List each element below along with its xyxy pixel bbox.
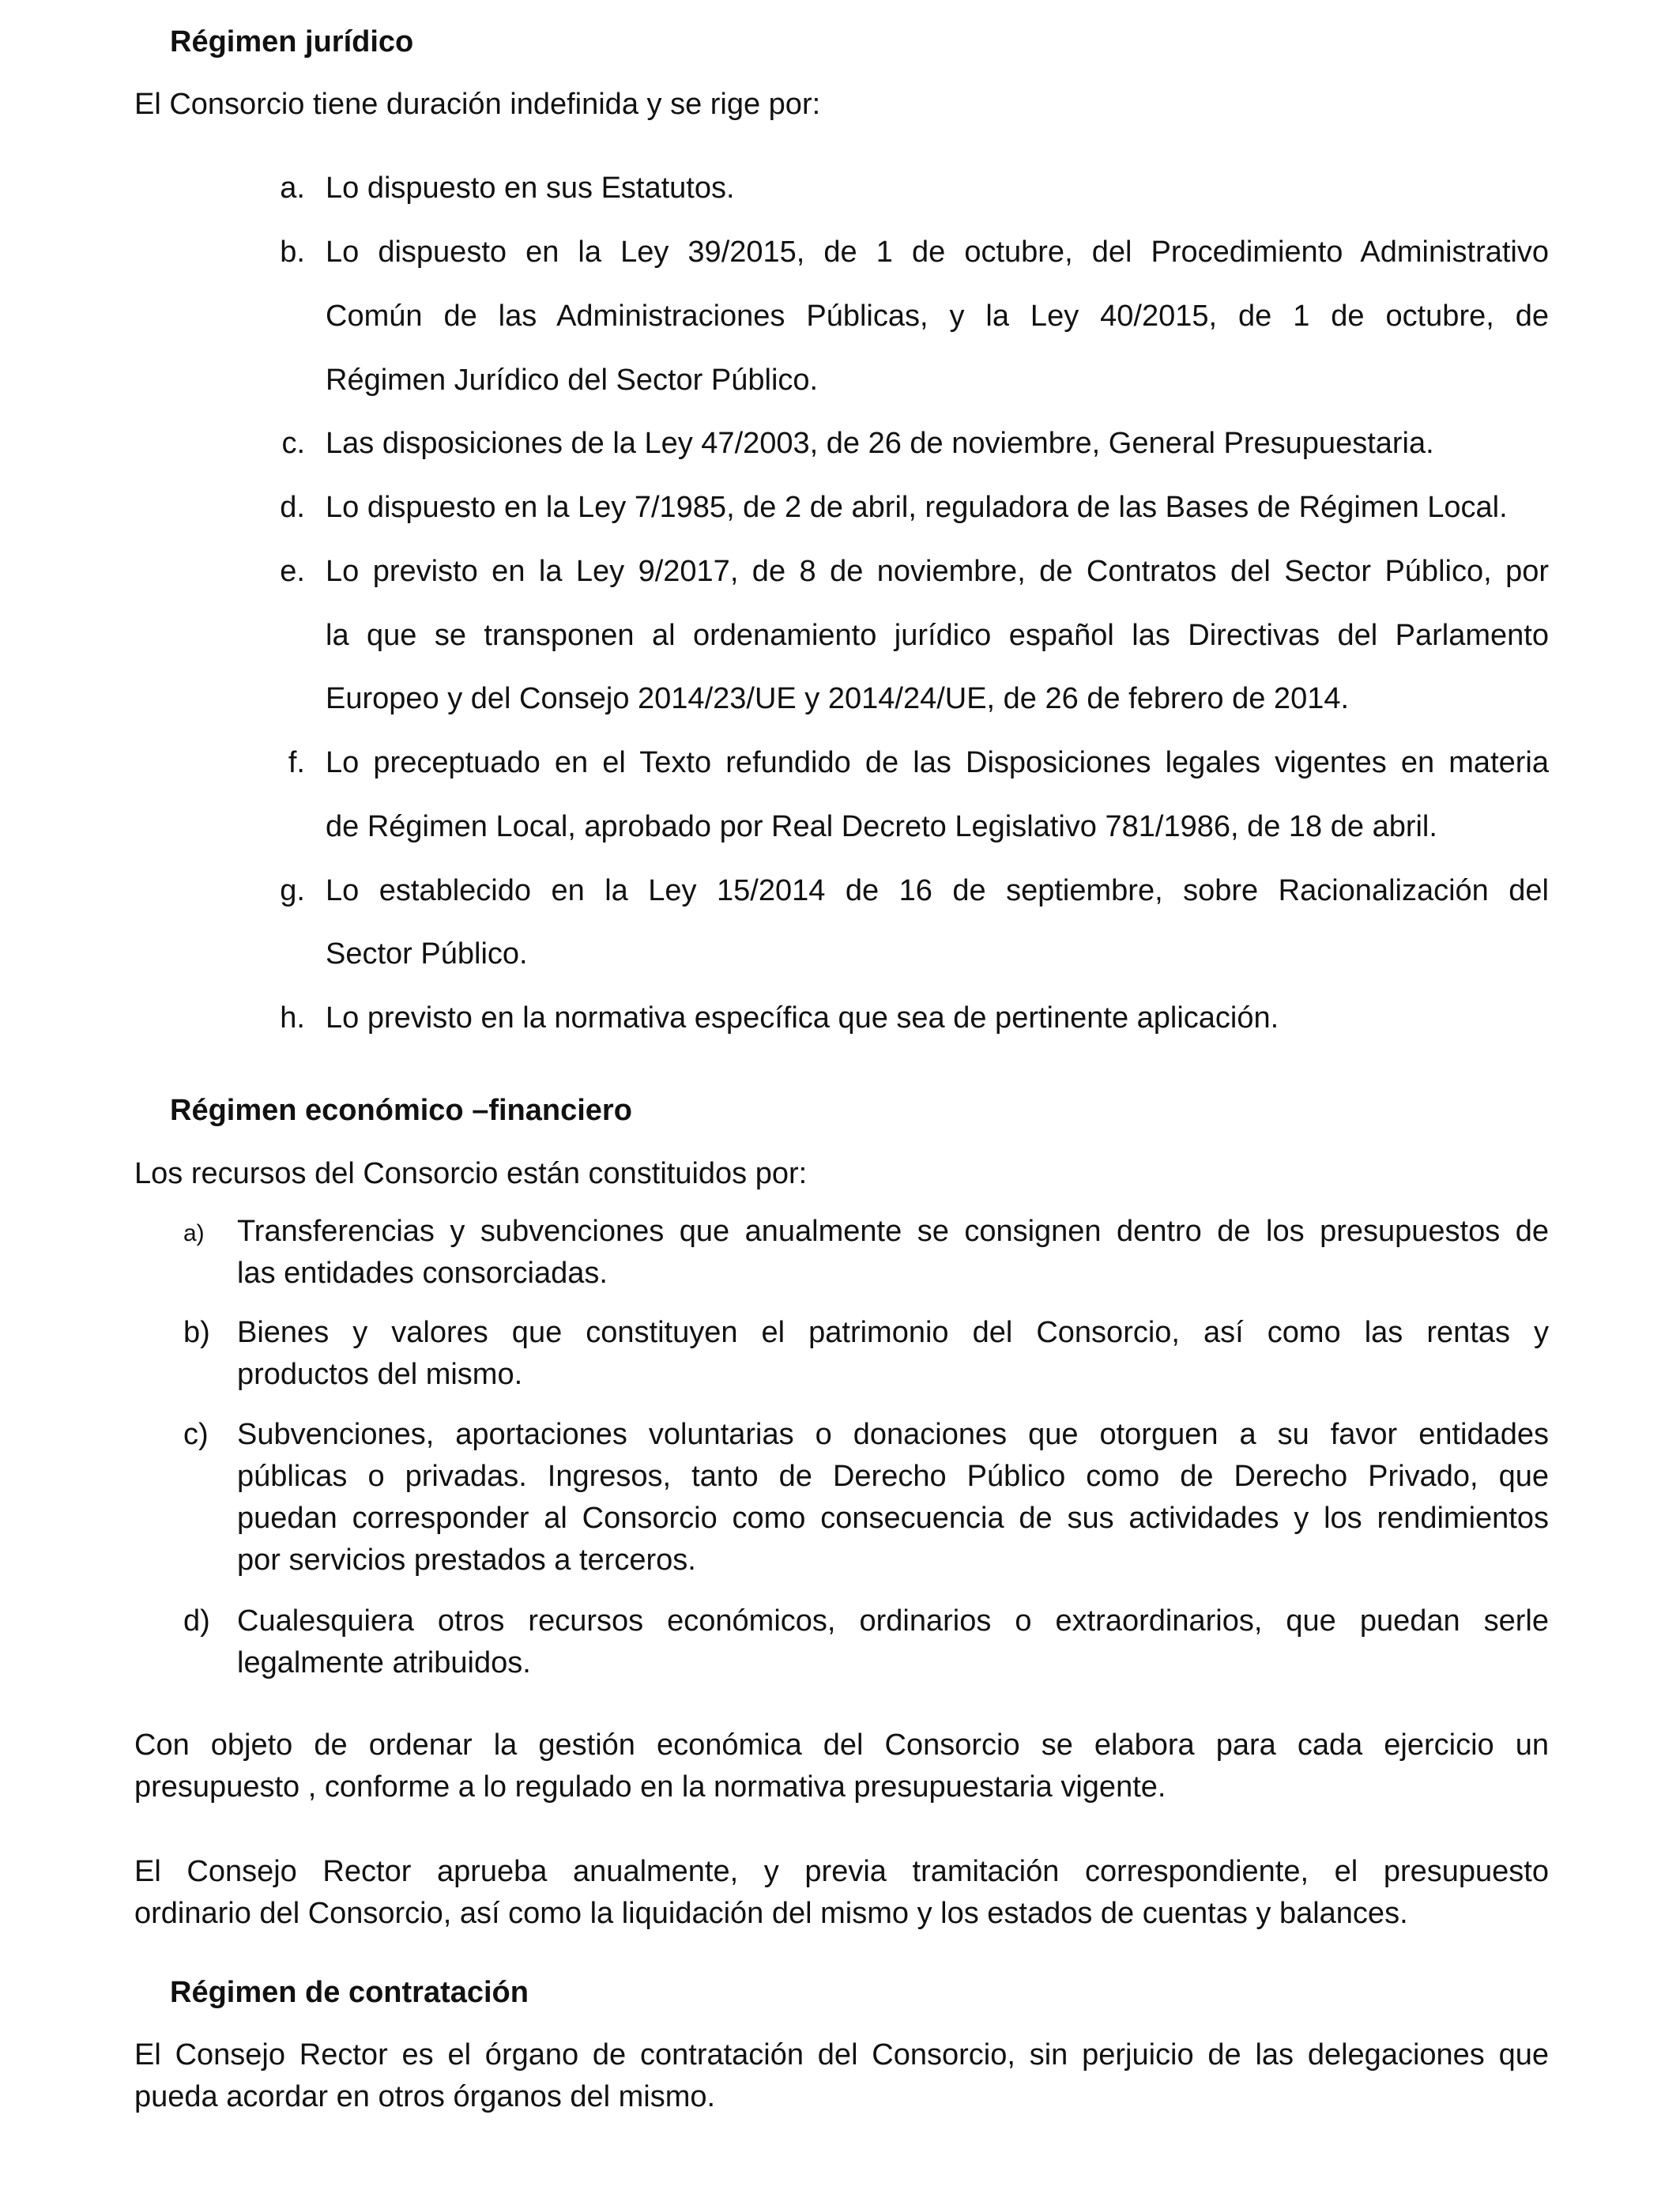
list-item-label: c) bbox=[183, 1418, 209, 1451]
list-item-label: g. bbox=[280, 874, 305, 907]
paragraph-line: El Consejo Rector es el órgano de contratación del Consorcio, sin perjuicio de las delegaciones que bbox=[134, 2038, 1549, 2071]
section-heading-regimen-contratacion: Régimen de contratación bbox=[170, 1976, 529, 2009]
paragraph-line: ordinario del Consorcio, así como la liquidación del mismo y los estados de cuentas y balances. bbox=[134, 1897, 1408, 1930]
section-heading-regimen-juridico: Régimen jurídico bbox=[170, 25, 414, 58]
list-item-text: Común de las Administraciones Públicas, y la Ley 40/2015, de 1 de octubre, de bbox=[326, 300, 1549, 333]
list-item-text: Lo preceptuado en el Texto refundido de las Disposiciones legales vigentes en materia bbox=[326, 746, 1549, 779]
list-item-text: Lo dispuesto en sus Estatutos. bbox=[326, 172, 735, 205]
list-item-text: por servicios prestados a terceros. bbox=[237, 1544, 696, 1577]
list-item-text: puedan corresponder al Consorcio como consecuencia de sus actividades y los rendimientos bbox=[237, 1502, 1549, 1535]
list-item-label: d. bbox=[280, 491, 305, 524]
list-item-text: legalmente atribuidos. bbox=[237, 1646, 531, 1679]
section-intro: El Consorcio tiene duración indefinida y se rige por: bbox=[134, 88, 821, 121]
list-item-text: Régimen Jurídico del Sector Público. bbox=[326, 364, 819, 397]
list-item-text: Lo previsto en la Ley 9/2017, de 8 de noviembre, de Contratos del Sector Público, por bbox=[326, 555, 1549, 588]
paragraph-line: pueda acordar en otros órganos del mismo. bbox=[134, 2080, 716, 2113]
list-item-text: Lo dispuesto en la Ley 39/2015, de 1 de octubre, del Procedimiento Administrativo bbox=[326, 236, 1549, 269]
list-item-label: b) bbox=[183, 1316, 210, 1349]
list-item-text: las entidades consorciadas. bbox=[237, 1257, 608, 1290]
list-item-text: Sector Público. bbox=[326, 937, 528, 971]
list-item-label: a) bbox=[183, 1220, 205, 1246]
list-item-text: Cualesquiera otros recursos económicos, ordinarios o extraordinarios, que puedan serle bbox=[237, 1604, 1549, 1638]
paragraph-line: presupuesto , conforme a lo regulado en la normativa presupuestaria vigente. bbox=[134, 1770, 1166, 1804]
list-item-text: productos del mismo. bbox=[237, 1358, 523, 1391]
list-item-text: Las disposiciones de la Ley 47/2003, de 26 de noviembre, General Presupuestaria. bbox=[326, 427, 1434, 460]
list-item-text: Subvenciones, aportaciones voluntarias o donaciones que otorguen a su favor entidades bbox=[237, 1418, 1549, 1451]
list-item-label: b. bbox=[280, 236, 305, 269]
list-item-text: de Régimen Local, aprobado por Real Decreto Legislativo 781/1986, de 18 de abril. bbox=[326, 810, 1437, 843]
list-item-text: Lo dispuesto en la Ley 7/1985, de 2 de abril, reguladora de las Bases de Régimen Local. bbox=[326, 491, 1508, 524]
list-item-label: e. bbox=[280, 555, 305, 588]
list-item-label: h. bbox=[280, 1001, 305, 1035]
list-item-label: c. bbox=[281, 427, 305, 460]
list-item-label: f. bbox=[288, 746, 305, 779]
list-item-label: d) bbox=[183, 1604, 210, 1638]
list-item-label: a. bbox=[280, 172, 305, 205]
paragraph-line: El Consejo Rector aprueba anualmente, y previa tramitación correspondiente, el presupuesto bbox=[134, 1855, 1549, 1888]
list-item-text: Lo previsto en la normativa específica que sea de pertinente aplicación. bbox=[326, 1001, 1279, 1035]
list-item-text: Europeo y del Consejo 2014/23/UE y 2014/24/UE, de 26 de febrero de 2014. bbox=[326, 682, 1350, 715]
list-item-text: Lo establecido en la Ley 15/2014 de 16 de septiembre, sobre Racionalización del bbox=[326, 874, 1549, 907]
list-item-text: Transferencias y subvenciones que anualmente se consignen dentro de los presupuestos de bbox=[237, 1215, 1549, 1248]
list-item-text: públicas o privadas. Ingresos, tanto de Derecho Público como de Derecho Privado, que bbox=[237, 1460, 1549, 1493]
section-heading-regimen-economico: Régimen económico –financiero bbox=[170, 1094, 632, 1127]
section-intro: Los recursos del Consorcio están constituidos por: bbox=[134, 1157, 808, 1190]
paragraph-line: Con objeto de ordenar la gestión económica del Consorcio se elabora para cada ejercicio un bbox=[134, 1728, 1549, 1762]
list-item-text: Bienes y valores que constituyen el patrimonio del Consorcio, así como las rentas y bbox=[237, 1316, 1549, 1349]
list-item-text: la que se transponen al ordenamiento jurídico español las Directivas del Parlamento bbox=[326, 619, 1549, 652]
